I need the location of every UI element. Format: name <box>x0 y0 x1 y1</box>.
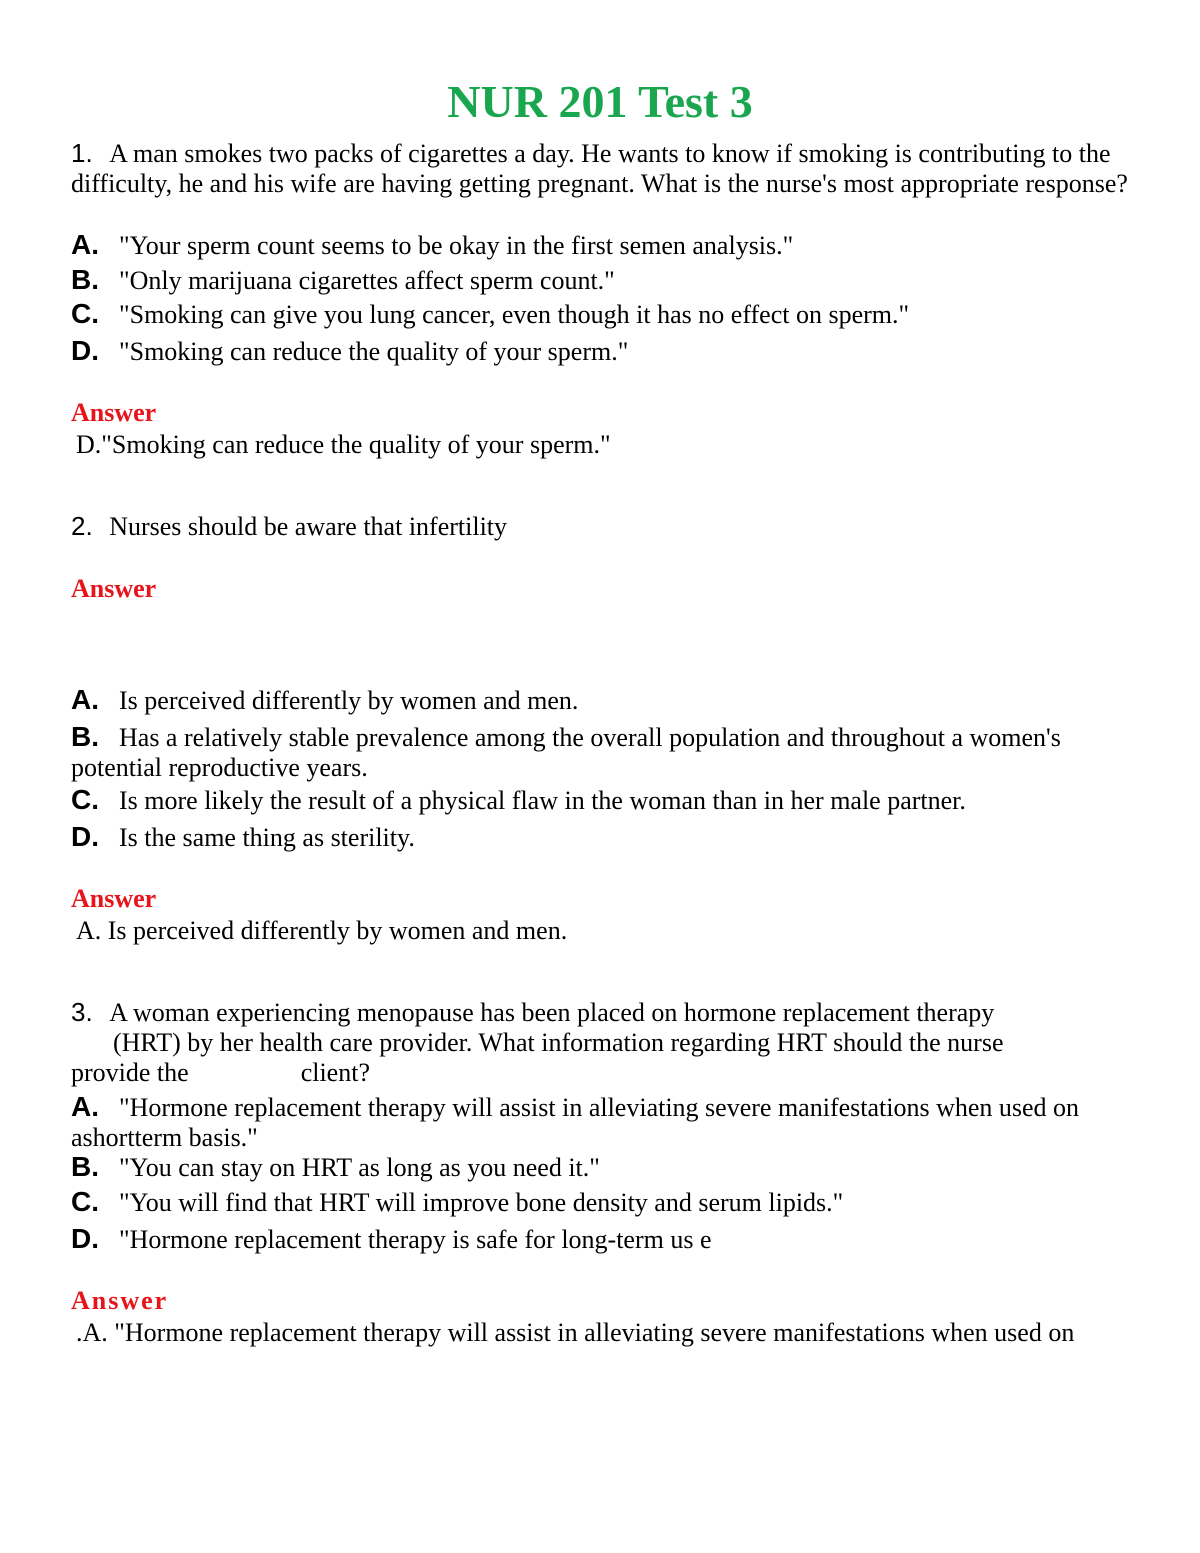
option-text: "Smoking can reduce the quality of your sperm." <box>119 337 629 366</box>
question-text-line-3a: provide the <box>71 1058 189 1087</box>
q2-option-b <box>71 722 1131 783</box>
option-letter: C. <box>71 784 99 815</box>
q1-answer-label: Answer <box>71 398 157 427</box>
question-1-stem <box>71 138 1131 199</box>
option-letter: D. <box>71 1223 99 1254</box>
option-text: "Only marijuana cigarettes affect sperm count." <box>119 266 615 295</box>
q3-answer-text: .A. "Hormone replacement therapy will assist in alleviating severe manifestations when used on <box>76 1318 1075 1347</box>
q1-option-b <box>71 265 1131 296</box>
question-text: A man smokes two packs of cigarettes a day. He wants to know if smoking is contributing to the difficulty, he and his wife are having getting pregnant. What is the nurse's most appropriate response? <box>71 139 1128 198</box>
option-text: "Hormone replacement therapy is safe for long-term us e <box>119 1225 712 1254</box>
q2-answer-label-top: Answer <box>71 574 157 603</box>
option-letter: A. <box>71 229 99 260</box>
q2-option-a <box>71 685 1131 716</box>
question-number: 1. <box>71 138 93 168</box>
q1-option-d <box>71 336 1131 367</box>
q2-answer-text: A. Is perceived differently by women and men. <box>76 916 568 945</box>
q3-option-a <box>71 1092 1131 1153</box>
question-text-line-2: (HRT) by her health care provider. What information regarding HRT should the nurse <box>113 1028 1004 1057</box>
option-letter: A. <box>71 1091 99 1122</box>
option-letter: C. <box>71 298 99 329</box>
option-text: Is perceived differently by women and men. <box>119 686 579 715</box>
q2-option-c <box>71 785 1131 816</box>
option-letter: C. <box>71 1186 99 1217</box>
q2-answer-label: Answer <box>71 884 157 913</box>
option-letter: B. <box>71 1151 99 1182</box>
question-3-stem <box>71 997 1131 1088</box>
option-text: Has a relatively stable prevalence among the overall population and throughout a women's potential reproductive years. <box>71 723 1061 782</box>
q1-option-c <box>71 299 1131 330</box>
question-2-stem <box>71 511 1131 542</box>
option-letter: A. <box>71 684 99 715</box>
option-text: "You can stay on HRT as long as you need it." <box>119 1153 600 1182</box>
q3-option-c <box>71 1187 1131 1218</box>
q3-answer-label: Answer <box>71 1286 169 1315</box>
option-letter: D. <box>71 335 99 366</box>
question-text: Nurses should be aware that infertility <box>109 512 508 541</box>
option-text: Is more likely the result of a physical flaw in the woman than in her male partner. <box>119 786 966 815</box>
q2-option-d <box>71 822 1131 853</box>
q1-option-a <box>71 230 1131 261</box>
option-letter: D. <box>71 821 99 852</box>
question-number: 3. <box>71 997 93 1027</box>
option-text: "Smoking can give you lung cancer, even though it has no effect on sperm." <box>119 300 910 329</box>
q1-answer-text: D."Smoking can reduce the quality of your sperm." <box>76 430 611 459</box>
page-title: NUR 201 Test 3 <box>447 76 753 127</box>
option-letter: B. <box>71 721 99 752</box>
question-text-line-1: A woman experiencing menopause has been placed on hormone replacement therapy <box>109 998 995 1027</box>
q3-option-d <box>71 1224 1131 1255</box>
option-letter: B. <box>71 264 99 295</box>
q3-option-b <box>71 1152 1131 1183</box>
option-text: Is the same thing as sterility. <box>119 823 415 852</box>
option-text: "Your sperm count seems to be okay in the first semen analysis." <box>119 231 794 260</box>
option-text: "Hormone replacement therapy will assist in alleviating severe manifestations when used on ashortterm basis." <box>71 1093 1080 1152</box>
option-text: "You will find that HRT will improve bone density and serum lipids." <box>119 1188 844 1217</box>
question-text-line-3b: client? <box>300 1058 370 1087</box>
question-number: 2. <box>71 511 93 541</box>
